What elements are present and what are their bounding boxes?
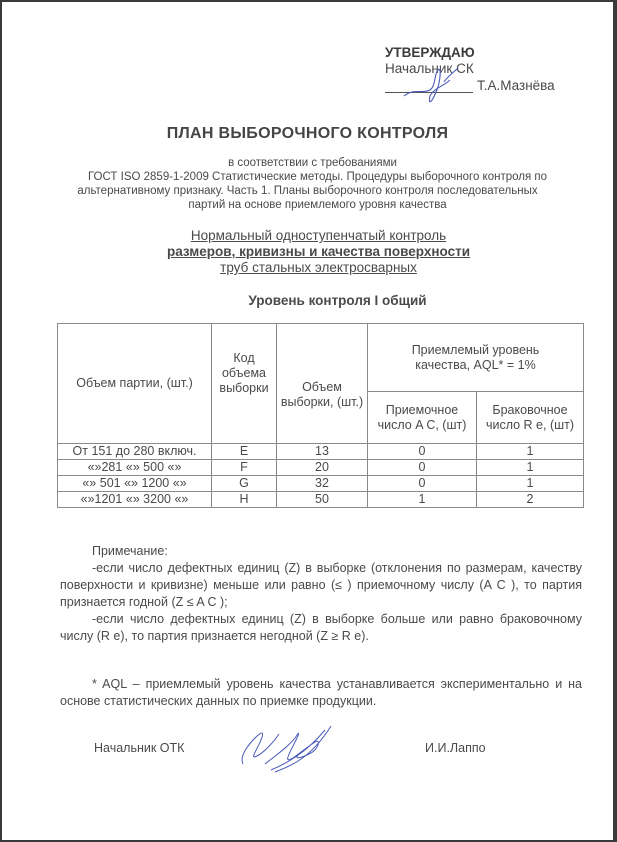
cell-re: 1 bbox=[477, 444, 584, 460]
table-row bbox=[58, 444, 584, 460]
header-sample-size: Объем выборки, (шт.) bbox=[277, 324, 368, 444]
control-type-line: Нормальный одноступенчатый контроль bbox=[190, 228, 447, 243]
approval-role: Начальник СК bbox=[385, 61, 474, 76]
cell-code: G bbox=[212, 476, 277, 492]
cell-sample: 50 bbox=[277, 492, 368, 508]
cell-sample: 32 bbox=[277, 476, 368, 492]
cell-lot: От 151 до 280 включ. bbox=[58, 444, 212, 460]
subtitle-line: партий на основе приемлемого уровня качества bbox=[188, 199, 447, 211]
document-title: ПЛАН ВЫБОРОЧНОГО КОНТРОЛЯ bbox=[166, 125, 449, 142]
cell-re: 2 bbox=[477, 492, 584, 508]
document-page bbox=[2, 2, 613, 840]
sampling-plan-table bbox=[57, 323, 584, 508]
cell-code: H bbox=[212, 492, 277, 508]
approval-title: УТВЕРЖДАЮ bbox=[385, 45, 475, 60]
subtitle-line: в соответствии с требованиями bbox=[228, 157, 397, 169]
subtitle-line: альтернативному признаку. Часть 1. Планы выборочного контроля последовательных bbox=[77, 185, 538, 197]
header-lot-size: Объем партии, (шт.) bbox=[58, 324, 212, 444]
signature-role: Начальник ОТК bbox=[94, 741, 185, 755]
table-row bbox=[58, 492, 584, 508]
cell-ac: 0 bbox=[368, 444, 477, 460]
header-aql: Приемлемый уровень качества, AQL* = 1% bbox=[368, 324, 584, 392]
cell-lot: «»281 «» 500 «» bbox=[58, 460, 212, 476]
note-item: -если число дефектных единиц (Z) в выборке больше или равно браковочному числу (R e), то партия признается негодной (Z ≥ R e). bbox=[60, 612, 582, 643]
cell-sample: 20 bbox=[277, 460, 368, 476]
cell-re: 1 bbox=[477, 476, 584, 492]
control-type-line: труб стальных электросварных bbox=[220, 260, 417, 275]
cell-lot: «»1201 «» 3200 «» bbox=[58, 492, 212, 508]
subtitle-line: ГОСТ ISO 2859-1-2009 Статистические методы. Процедуры выборочного контроля по bbox=[87, 171, 548, 183]
header-code: Код объема выборки bbox=[212, 324, 277, 444]
cell-ac: 0 bbox=[368, 476, 477, 492]
approval-signature-icon bbox=[400, 60, 460, 110]
footnote: * AQL – приемлемый уровень качества устанавливается экспериментально и на основе статистических данных по приемке продукции. bbox=[60, 677, 582, 708]
control-type-line: размеров, кривизны и качества поверхности bbox=[166, 244, 471, 259]
otk-signature-icon bbox=[235, 720, 335, 776]
table-row bbox=[58, 460, 584, 476]
header-ac: Приемочное число A C, (шт) bbox=[368, 392, 477, 444]
control-level: Уровень контроля I общий bbox=[248, 293, 427, 308]
cell-re: 1 bbox=[477, 460, 584, 476]
note-item: -если число дефектных единиц (Z) в выборке (отклонения по размерам, качеству поверхности и кривизне) меньше или равно (≤ ) приемочному числу (A C ), то партия признается годной (Z ≤ A C ); bbox=[60, 561, 582, 609]
cell-lot: «» 501 «» 1200 «» bbox=[58, 476, 212, 492]
cell-code: E bbox=[212, 444, 277, 460]
table-row bbox=[58, 476, 584, 492]
cell-sample: 13 bbox=[277, 444, 368, 460]
approval-name: Т.А.Мазнёва bbox=[477, 78, 555, 93]
cell-ac: 1 bbox=[368, 492, 477, 508]
header-re: Браковочное число R e, (шт) bbox=[477, 392, 584, 444]
notes-heading: Примечание: bbox=[92, 544, 168, 558]
cell-code: F bbox=[212, 460, 277, 476]
signature-name: И.И.Лаппо bbox=[425, 741, 486, 755]
cell-ac: 0 bbox=[368, 460, 477, 476]
